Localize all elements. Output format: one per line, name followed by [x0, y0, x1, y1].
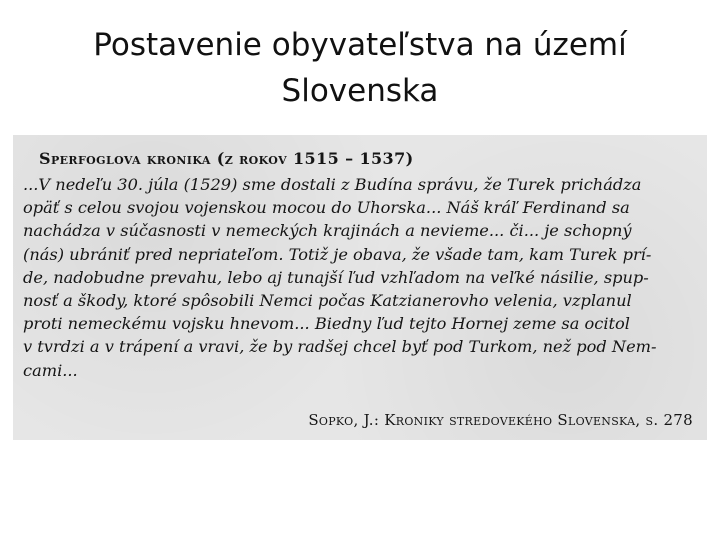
chronicle-line: v tvrdzi a v trápení a vravi, že by radšej chcel byť pod Turkom, než pod Nem- [23, 337, 657, 357]
chronicle-line: de, nadobudne prevahu, lebo aj tunajší ľud vzhľadom na veľké násilie, spup- [23, 267, 649, 287]
chronicle-text [23, 173, 699, 382]
chronicle-line: cami... [23, 360, 78, 380]
chronicle-line: (nás) ubrániť pred nepriateľom. Totiž je obava, že všade tam, kam Turek prí- [23, 244, 652, 264]
source-citation: Sopko, J.: Kroniky stredovekého Slovenska, s. 278 [308, 411, 693, 429]
chronicle-line: ...V nedeľu 30. júla (1529) sme dostali z Budína správu, že Turek prichádza [23, 175, 642, 194]
chronicle-line: nachádza v súčasnosti v nemeckých krajinách a nevieme... či... je schopný [23, 221, 632, 241]
chronicle-line: proti nemeckému vojsku hnevom... Biedny ľud tejto Hornej zeme sa ocitol [23, 314, 630, 334]
chronicle-excerpt-image [13, 135, 707, 440]
chronicle-line: opäť s celou svojou vojenskou mocou do Uhorska... Náš kráľ Ferdinand sa [23, 198, 630, 218]
slide-title: Postavenie obyvateľstva na území Slovenska [93, 27, 627, 109]
chronicle-heading: Sperfoglova kronika (z rokov 1515 – 1537) [39, 149, 414, 168]
chronicle-line: nosť a škody, ktoré spôsobili Nemci počas Katzianerovho velenia, vzplanul [23, 291, 632, 311]
